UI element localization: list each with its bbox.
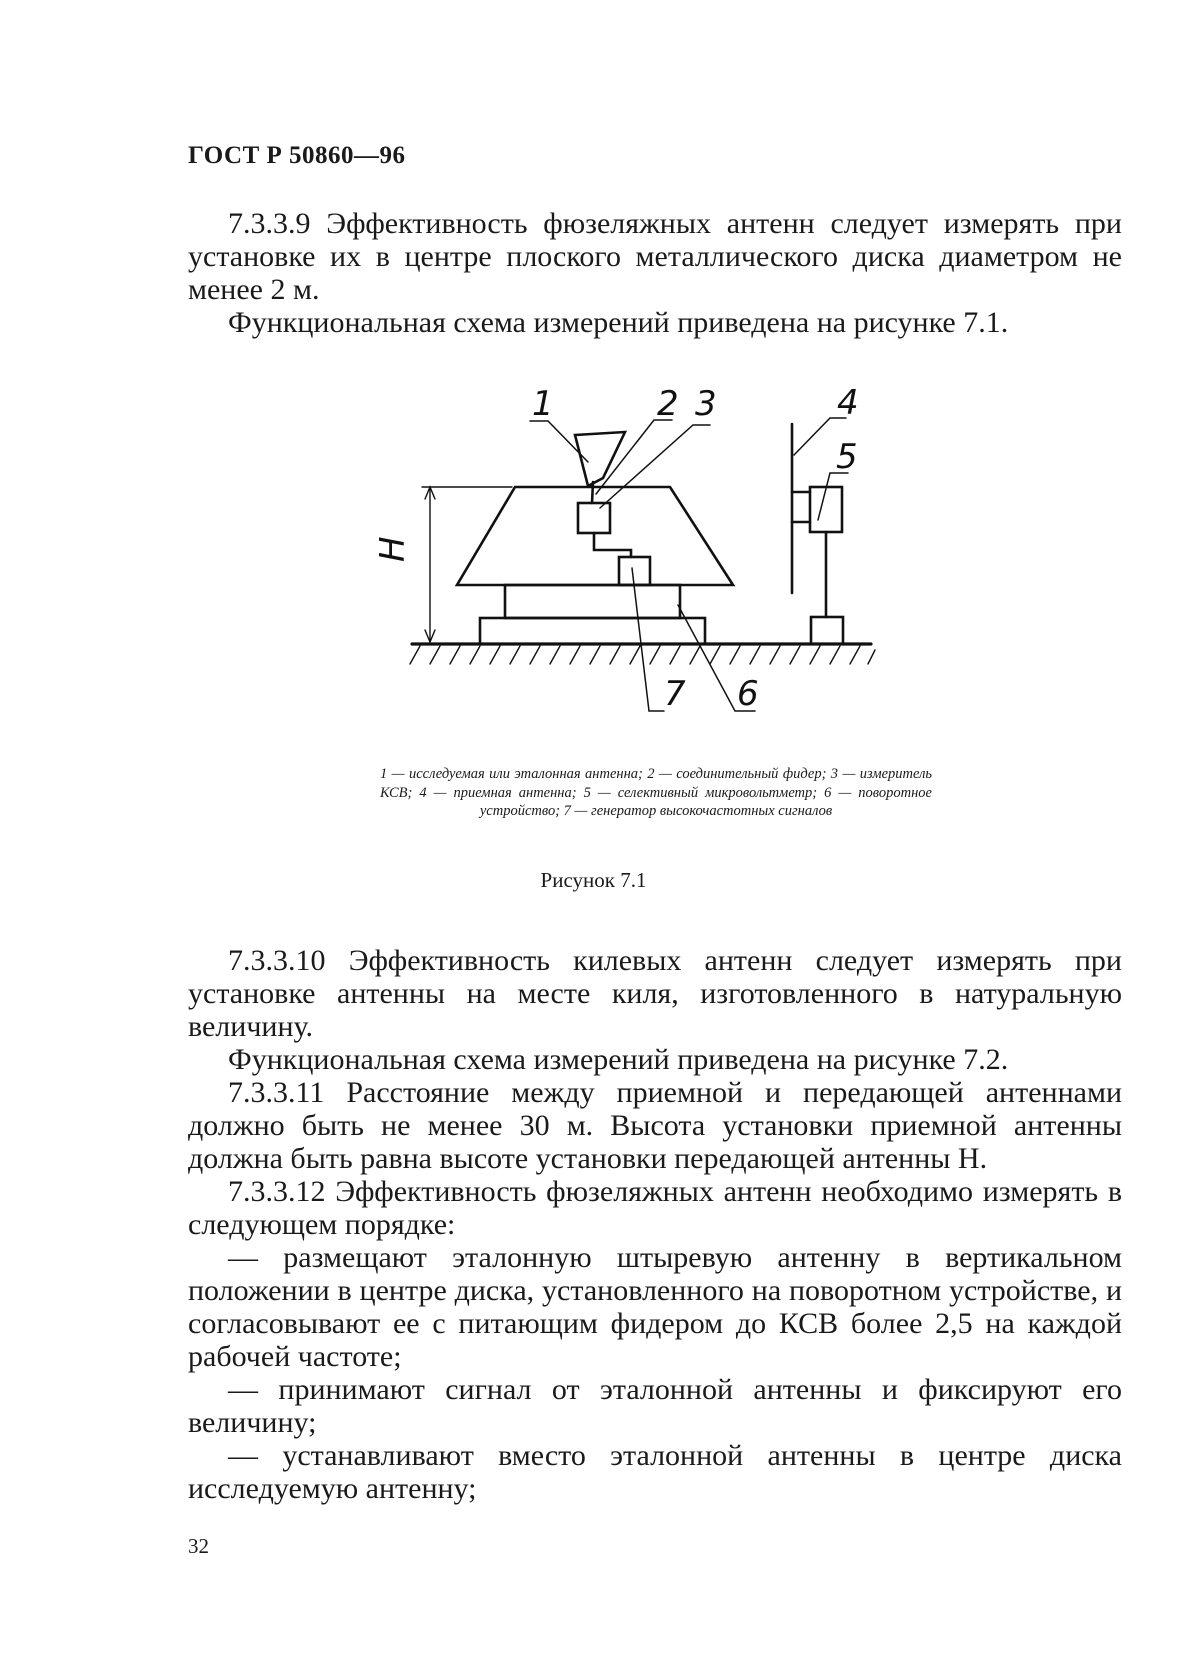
label-2: 2	[657, 384, 679, 424]
figure-caption: 1 — исследуемая или эталонная антенна; 2 — соединительный фидер; 3 — измеритель КСВ; 4 — приемная антенна; 5 — селективный микровольтметр; 6 — поворотное устройство; 7 — генератор высокочастотных сигналов	[380, 766, 932, 819]
list-item-install-test-antenna: — устанавливают вместо эталонной антенны в центре диска исследуемую антенну;	[188, 1439, 1122, 1505]
figure-title: Рисунок 7.1	[540, 868, 647, 892]
selective-microvoltmeter	[810, 487, 842, 532]
paragraph-7-3-3-11: 7.3.3.11 Расстояние между приемной и передающей антеннами должно быть не менее 30 м. Высота установки приемной антенны должна быть равна высоте установки передающей антенны H.	[188, 1076, 1122, 1175]
label-h: H	[373, 536, 413, 562]
label-5: 5	[836, 437, 858, 477]
hf-generator	[619, 557, 650, 585]
list-item-place-reference: — размещают эталонную штыревую антенну в вертикальном положении в центре диска, установленного на поворотном устройстве, и согласовывают ее с питающим фидером до КСВ более 2,5 на каждой рабочей частоте;	[188, 1241, 1122, 1373]
antenna-feed	[592, 482, 593, 503]
receiver-stand	[811, 617, 843, 644]
figure-7-1-diagram	[373, 380, 859, 725]
page-number: 32	[188, 1534, 209, 1558]
label-3: 3	[695, 384, 717, 424]
antenna-under-test	[575, 432, 625, 486]
vswr-meter	[578, 503, 610, 533]
label-4: 4	[837, 383, 859, 423]
paragraph-scheme-ref-2: Функциональная схема измерений приведена на рисунке 7.2.	[228, 1043, 1009, 1076]
paragraph-scheme-ref-1: Функциональная схема измерений приведена на рисунке 7.1.	[228, 306, 1009, 339]
paragraph-7-3-3-12: 7.3.3.12 Эффективность фюзеляжных антенн необходимо измерять в следующем порядке:	[188, 1175, 1122, 1241]
document-code: ГОСТ Р 50860—96	[188, 142, 406, 169]
label-6: 6	[737, 674, 759, 714]
list-item-receive-signal: — принимают сигнал от эталонной антенны и фиксируют его величину;	[188, 1373, 1122, 1439]
base-platform	[480, 618, 705, 644]
label-1: 1	[532, 384, 554, 424]
paragraph-7-3-3-9: 7.3.3.9 Эффективность фюзеляжных антенн следует измерять при установке их в центре плоского металлического диска диаметром не менее 2 м.	[188, 207, 1122, 306]
paragraph-7-3-3-10: 7.3.3.10 Эффективность килевых антенн следует измерять при установке антенны на месте киля, изготовленного в натуральную величину.	[188, 944, 1122, 1043]
connecting-feeder	[594, 533, 631, 557]
rotary-device	[505, 585, 680, 618]
label-7: 7	[664, 674, 686, 714]
